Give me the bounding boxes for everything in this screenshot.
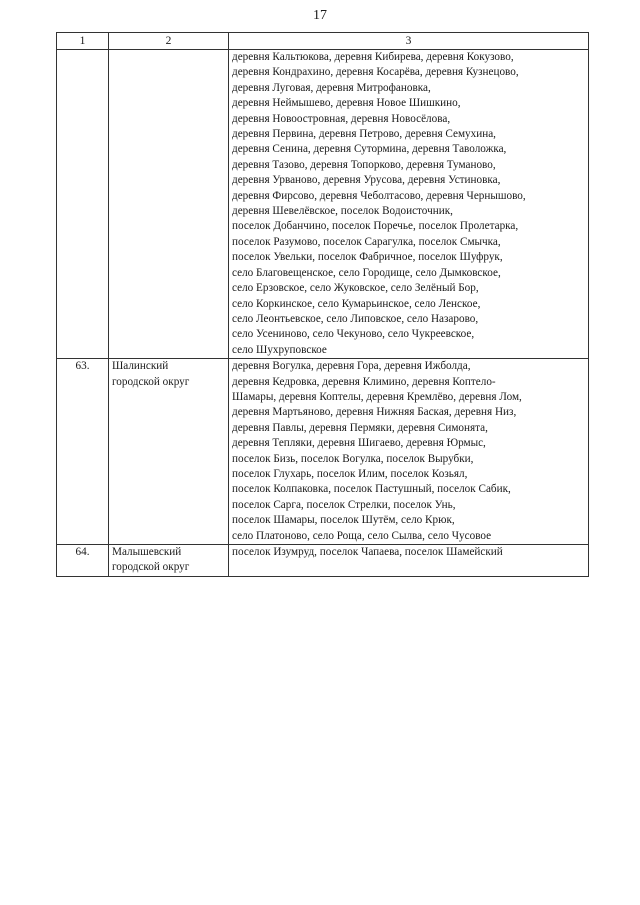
district-name — [109, 359, 229, 545]
settlement-line: поселок Сарга, поселок Стрелки, поселок Унь, — [232, 498, 456, 511]
settlement-line: деревня Фирсово, деревня Чеболтасово, деревня Чернышово, — [232, 189, 526, 202]
settlement-line: деревня Тазово, деревня Топорково, деревня Туманово, — [232, 158, 496, 171]
header-col-3: 3 — [229, 33, 589, 50]
table-row — [57, 359, 589, 545]
settlement-line: село Ерзовское, село Жуковское, село Зелёный Бор, — [232, 282, 479, 295]
table-row — [57, 545, 589, 577]
settlement-line: село Шухруповское — [232, 343, 327, 356]
settlement-line: деревня Мартьяново, деревня Нижняя Баская, деревня Низ, — [232, 406, 517, 419]
district-name — [109, 545, 229, 577]
settlement-line: поселок Разумово, поселок Сарагулка, поселок Смычка, — [232, 235, 501, 248]
settlement-line: село Коркинское, село Кумарьинское, село Ленское, — [232, 297, 481, 310]
settlement-line: поселок Шамары, поселок Шутём, село Крюк, — [232, 514, 455, 527]
settlement-line: деревня Неймышево, деревня Новое Шишкино, — [232, 97, 461, 110]
settlement-line: деревня Урваново, деревня Урусова, деревня Устиновка, — [232, 174, 501, 187]
row-number: 63. — [57, 359, 109, 545]
table-header — [57, 33, 589, 50]
settlement-line: село Платоново, село Роща, село Сылва, село Чусовое — [232, 529, 492, 542]
settlement-line: деревня Сенина, деревня Сутормина, деревня Таволожка, — [232, 143, 507, 156]
settlement-line: поселок Изумруд, поселок Чапаева, поселок Шамейский — [232, 546, 503, 558]
settlement-list — [229, 545, 589, 577]
settlement-line: деревня Первина, деревня Петрово, деревня Семухина, — [232, 128, 496, 141]
page-number: 17 — [313, 8, 327, 23]
settlement-line: село Леонтьевское, село Липовское, село Назарово, — [232, 312, 479, 325]
district-line: городской округ — [112, 561, 190, 574]
settlements-table — [56, 32, 589, 577]
settlement-line: деревня Вогулка, деревня Гора, деревня Ижболда, — [232, 360, 471, 373]
settlement-line: деревня Тепляки, деревня Шигаево, деревня Юрмыс, — [232, 437, 486, 450]
row-number — [57, 50, 109, 359]
header-col-2: 2 — [109, 33, 229, 50]
settlement-line: деревня Павлы, деревня Пермяки, деревня Симонята, — [232, 421, 488, 434]
settlement-list — [229, 50, 589, 359]
settlement-line: поселок Добанчино, поселок Поречье, поселок Пролетарка, — [232, 220, 519, 233]
settlement-line: деревня Шевелёвское, поселок Водоисточник, — [232, 205, 453, 218]
district-name — [109, 50, 229, 359]
settlement-line: село Благовещенское, село Городище, село Дымковское, — [232, 266, 501, 279]
table-body — [57, 50, 589, 577]
settlement-line: деревня Луговая, деревня Митрофановка, — [232, 81, 431, 94]
settlement-line: поселок Глухарь, поселок Илим, поселок Козьял, — [232, 467, 468, 480]
settlement-line: деревня Новоостровная, деревня Новосёлова, — [232, 112, 451, 125]
district-line: Шалинский — [112, 360, 169, 373]
header-col-1: 1 — [57, 33, 109, 50]
header-row — [57, 33, 589, 50]
settlement-list — [229, 359, 589, 545]
district-line: Малышевский — [112, 546, 182, 558]
settlement-line: Шамары, деревня Коптелы, деревня Кремлёво, деревня Лом, — [232, 390, 522, 403]
district-line: городской округ — [112, 375, 190, 388]
settlement-line: поселок Увельки, поселок Фабричное, поселок Шуфрук, — [232, 251, 503, 264]
settlement-line: село Усениново, село Чекуново, село Чукреевское, — [232, 328, 475, 341]
settlement-line: деревня Кедровка, деревня Климино, деревня Коптело- — [232, 375, 496, 388]
row-number: 64. — [57, 545, 109, 577]
settlement-line: деревня Кальтюкова, деревня Кибирева, деревня Кокузово, — [232, 51, 514, 63]
settlement-line: поселок Колпаковка, поселок Пастушный, поселок Сабик, — [232, 483, 511, 496]
settlement-line: деревня Кондрахино, деревня Косарёва, деревня Кузнецово, — [232, 66, 519, 79]
settlement-line: поселок Бизь, поселок Вогулка, поселок Вырубки, — [232, 452, 474, 465]
table-row — [57, 50, 589, 359]
